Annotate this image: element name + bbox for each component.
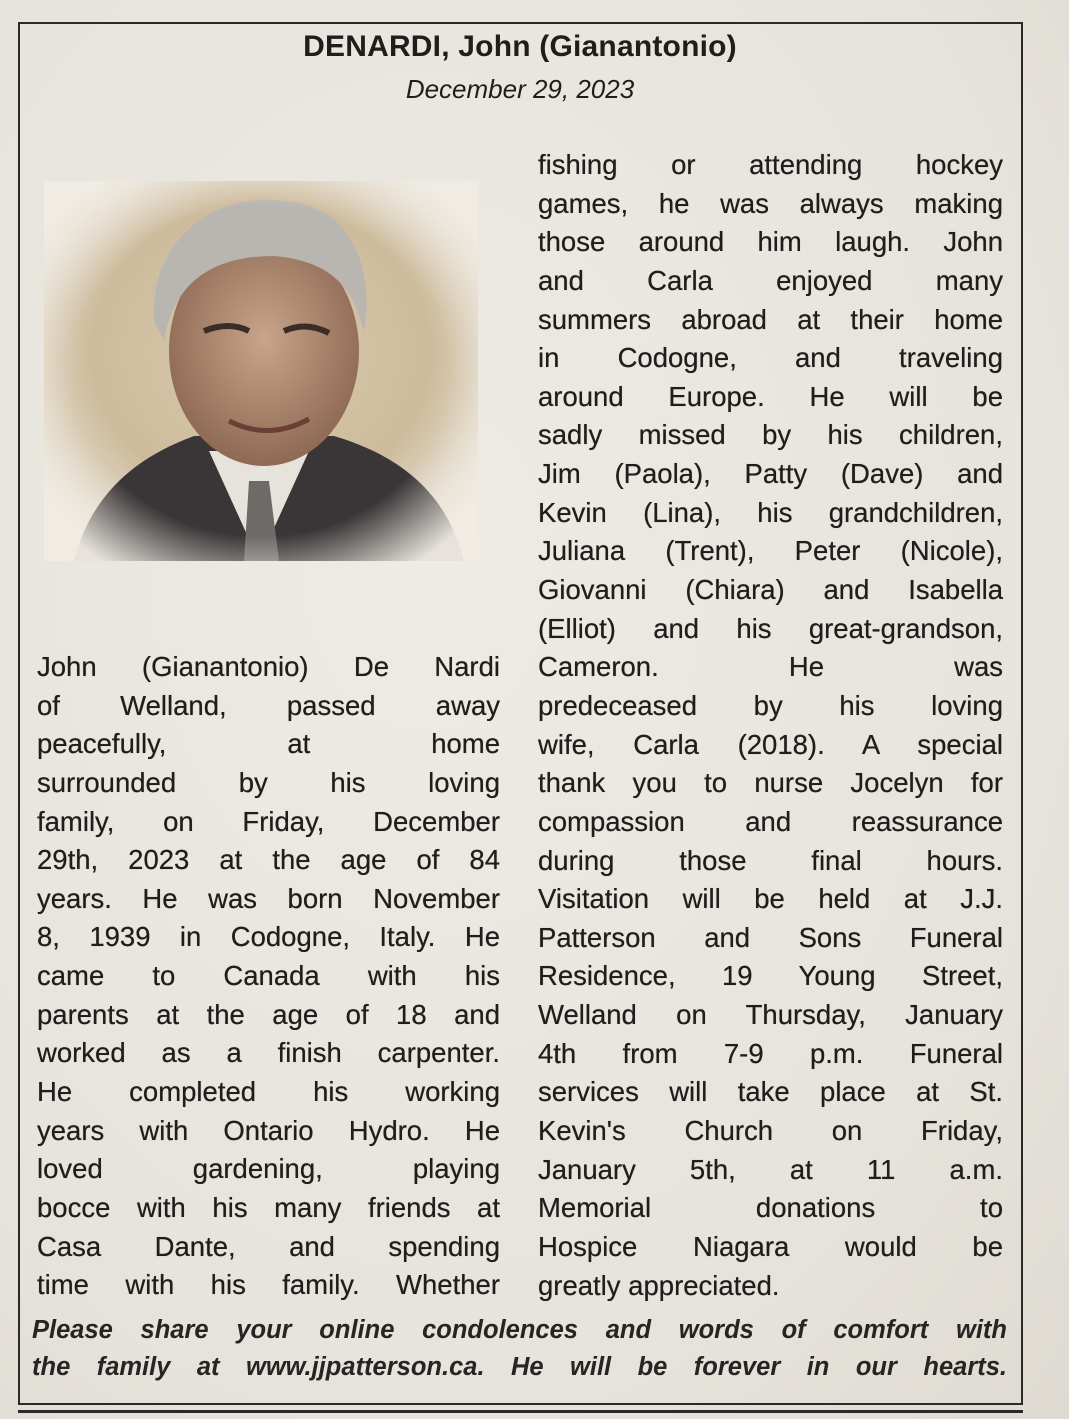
text-line: wife, Carla (2018). A special [538,728,1003,760]
text-line: of Welland, passed away [37,689,500,721]
text-line: January 5th, at 11 a.m. [538,1153,1003,1185]
text-line: in Codogne, and traveling [538,342,1003,374]
text-line: Cameron. He was [538,651,1003,683]
text-line: He completed his working [37,1076,500,1108]
text-line: parents at the age of 18 and [37,998,500,1030]
text-line: those around him laugh. John [538,226,1003,258]
text-line: Juliana (Trent), Peter (Nicole), [538,535,1003,567]
text-line: Kevin (Lina), his grandchildren, [538,496,1003,528]
text-line: Kevin's Church on Friday, [538,1115,1003,1147]
left-column-text [37,648,500,1305]
text-line: fishing or attending hockey [538,149,1003,180]
portrait-icon [44,181,478,561]
text-line: family, on Friday, December [37,805,500,837]
right-column-text [538,146,1003,1305]
text-line: surrounded by his loving [37,766,500,798]
text-line: and Carla enjoyed many [538,264,1003,296]
text-line: 29th, 2023 at the age of 84 [37,844,500,876]
portrait-photo [44,181,478,561]
text-line: loved gardening, playing [37,1153,500,1185]
text-line: Welland on Thursday, January [538,999,1003,1031]
text-line: games, he was always making [538,187,1003,219]
text-line: around Europe. He will be [538,380,1003,412]
text-line: summers abroad at their home [538,303,1003,335]
text-line: services will take place at St. [538,1076,1003,1108]
text-line: Giovanni (Chiara) and Isabella [538,574,1003,606]
text-line: compassion and reassurance [538,805,1003,837]
text-line: bocce with his many friends at [37,1191,500,1223]
text-line: (Elliot) and his great-grandson, [538,612,1003,644]
obituary-date: December 29, 2023 [405,74,635,104]
text-line: Residence, 19 Young Street, [538,960,1003,992]
text-line: Memorial donations to [538,1192,1003,1224]
text-line: years. He was born November [37,882,500,914]
text-line: thank you to nurse Jocelyn for [538,767,1003,799]
text-line: came to Canada with his [37,960,500,992]
text-line: 8, 1939 in Codogne, Italy. He [37,921,500,953]
text-line: Patterson and Sons Funeral [538,921,1003,953]
footer-line-2: the family at www.jjpatterson.ca. He will be forever in our hearts. [32,1353,1007,1381]
text-line: time with his family. Whether [37,1269,500,1301]
text-line: Casa Dante, and spending [37,1230,500,1262]
divider-rule [18,1410,1023,1413]
text-line: peacefully, at home [37,728,500,760]
text-line: Jim (Paola), Patty (Dave) and [538,458,1003,490]
footer-line-1: Please share your online condolences and words of comfort with [32,1316,1007,1344]
text-line: sadly missed by his children, [538,419,1003,451]
obituary-name: DENARDI, John (Gianantonio) [303,30,737,63]
text-line: 4th from 7-9 p.m. Funeral [538,1037,1003,1069]
text-line: worked as a finish carpenter. [37,1037,500,1069]
text-line: years with Ontario Hydro. He [37,1114,500,1146]
text-line: Visitation will be held at J.J. [538,883,1003,915]
text-line: Hospice Niagara would be [538,1230,1003,1262]
text-line: predeceased by his loving [538,689,1003,721]
text-line: John (Gianantonio) De Nardi [37,651,500,682]
text-line: during those final hours. [538,844,1003,876]
text-line: greatly appreciated. [538,1269,780,1301]
